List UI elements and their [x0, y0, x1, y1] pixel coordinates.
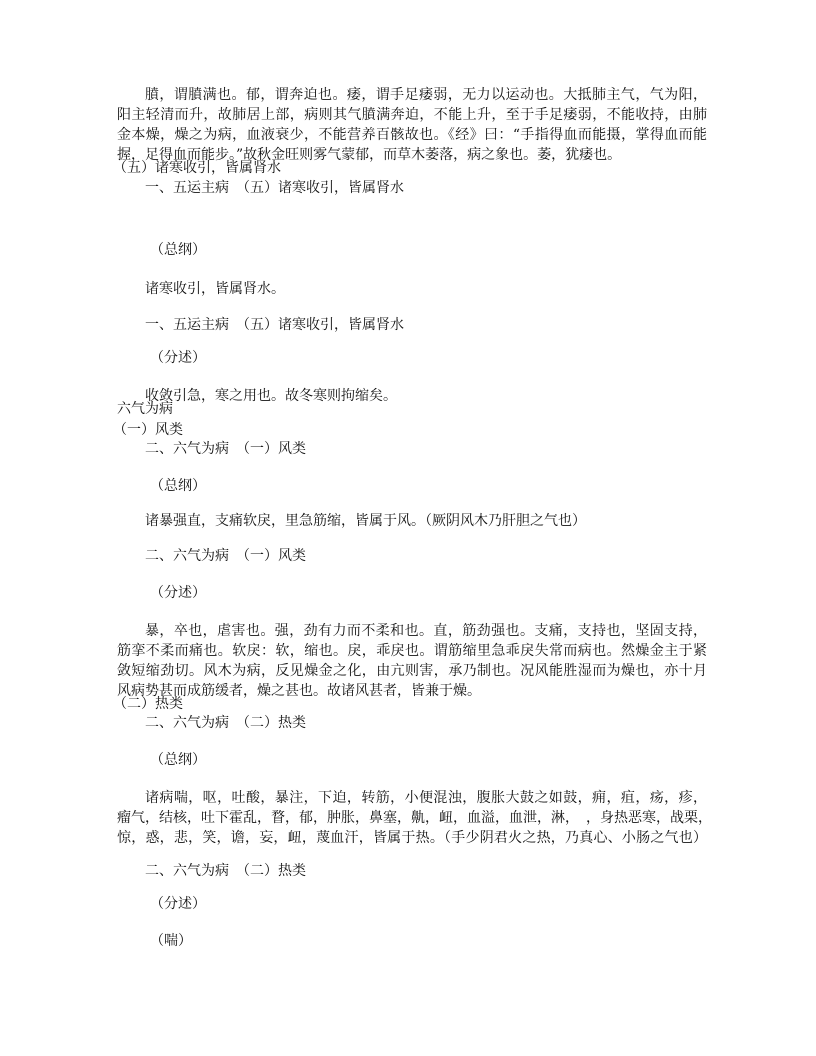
subheading: 一、五运主病 （五）诸寒收引，皆属肾水 — [145, 180, 404, 196]
paragraph: 收敛引急，寒之用也。故冬寒则拘缩矣。 — [145, 388, 397, 404]
label-zonggang: （总纲） — [150, 478, 206, 494]
text-line: 阳主轻清而升，故肺居上部，病则其气膹满奔迫，不能上升，至于手足痿弱，不能收持，由肺 — [117, 107, 707, 123]
label-fenshu: （分述） — [150, 896, 206, 912]
heading-liuqi: 六气为病 — [117, 401, 173, 417]
heading-feng: （一）风类 — [113, 422, 183, 438]
paragraph-fei — [117, 85, 707, 165]
text-line: 敛短缩劲切。风木为病，反见燥金之化，由亢则害，承乃制也。况风能胜湿而为燥也，亦十月 — [117, 663, 707, 679]
label-fenshu: （分述） — [150, 585, 206, 601]
label-zonggang: （总纲） — [150, 752, 206, 768]
heading-re: （二）热类 — [113, 696, 183, 712]
text-line: 诸病喘，呕，吐酸，暴注，下迫，转筋，小便混浊，腹胀大鼓之如鼓，痈，疽，疡，疹， — [145, 790, 707, 806]
label-fenshu: （分述） — [150, 350, 206, 366]
text-line: 暴，卒也，虐害也。强，劲有力而不柔和也。直，筋劲强也。支痛，支持也，坚固支持， — [145, 623, 707, 639]
paragraph: 诸寒收引，皆属肾水。 — [145, 281, 285, 297]
text-line: 金本燥，燥之为病，血液衰少，不能营养百骸故也。《经》曰：“手指得血而能摄，掌得血而能 — [117, 127, 707, 143]
paragraph: 诸暴强直，支痛软戾，里急筋缩，皆属于风。（厥阴风木乃肝胆之气也） — [145, 513, 586, 529]
text-line: 风病势甚而成筋缓者，燥之甚也。故诸风甚者，皆兼于燥。 — [117, 683, 481, 699]
paragraph-re — [117, 788, 712, 848]
subheading: 一、五运主病 （五）诸寒收引，皆属肾水 — [145, 317, 404, 333]
label-chuan: （喘） — [150, 933, 192, 949]
label-zonggang: （总纲） — [150, 242, 206, 258]
text-line: 筋挛不柔而痛也。软戾：软，缩也。戾，乖戾也。谓筋缩里急乖戾失常而病也。然燥金主于紧 — [117, 643, 707, 659]
subheading: 二、六气为病 （二）热类 — [145, 715, 306, 731]
subheading: 二、六气为病 （一）风类 — [145, 441, 306, 457]
subheading: 二、六气为病 （二）热类 — [145, 863, 306, 879]
text-line: 握，足得血而能步。”故秋金旺则雾气蒙郁，而草木萎落，病之象也。萎，犹痿也。 — [117, 147, 622, 163]
text-line: 膹，谓膹满也。郁，谓奔迫也。痿，谓手足痿弱，无力以运动也。大抵肺主气，气为阳， — [145, 87, 707, 103]
subheading: 二、六气为病 （一）风类 — [145, 548, 306, 564]
heading-wu: （五）诸寒收引，皆属肾水 — [113, 160, 281, 176]
paragraph-feng — [117, 621, 707, 701]
text-line: 瘤气，结核，吐下霍乱，瞀，郁，肿胀，鼻塞，鼽，衄，血溢，血泄，淋， ，身热恶寒，战栗， — [117, 810, 712, 826]
text-line: 惊，惑，悲，笑，谵，妄，衄，蔑血汗，皆属于热。（手少阴君火之热，乃真心、小肠之气也） — [117, 830, 707, 846]
